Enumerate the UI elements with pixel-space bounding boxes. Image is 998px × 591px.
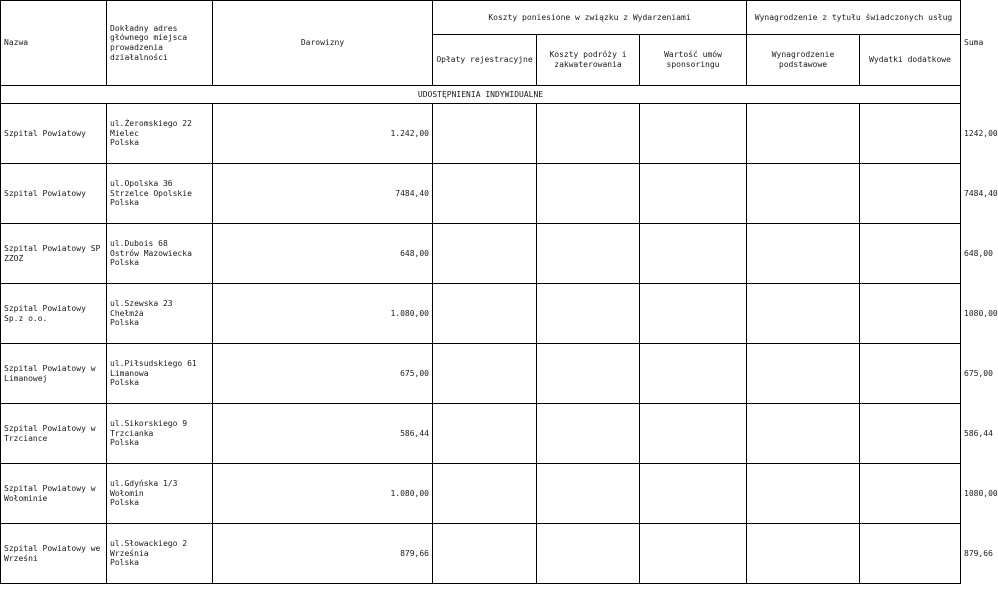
table-row: Szpital Powiatowy ul.Opolska 36 Strzelce Opolskie Polska 7484,40 7484,40 bbox=[1, 164, 961, 224]
cell-oplaty bbox=[433, 224, 537, 284]
cell-podrozy bbox=[537, 404, 640, 464]
header-wynagrodzenie-group: Wynagrodzenie z tytułu świadczonych usług bbox=[747, 1, 961, 35]
cell-darowizny: 675,00 bbox=[213, 344, 433, 404]
cell-nazwa: Szpital Powiatowy SP ZZOZ bbox=[1, 224, 107, 284]
cell-sponsoring bbox=[640, 224, 747, 284]
cell-sponsoring bbox=[640, 464, 747, 524]
cell-oplaty bbox=[433, 404, 537, 464]
cell-darowizny: 1.080,00 bbox=[213, 464, 433, 524]
address-street: ul.Sikorskiego 9 bbox=[110, 419, 188, 429]
cell-podrozy bbox=[537, 464, 640, 524]
cell-oplaty bbox=[433, 344, 537, 404]
cell-darowizny: 7484,40 bbox=[213, 164, 433, 224]
cell-adres bbox=[107, 284, 213, 344]
cell-adres bbox=[107, 524, 213, 584]
cell-nazwa: Szpital Powiatowy w Wołominie bbox=[1, 464, 107, 524]
cell-wydatki bbox=[860, 104, 961, 164]
address-city: Strzelce Opolskie bbox=[110, 188, 192, 198]
cell-sponsoring bbox=[640, 104, 747, 164]
cell-nazwa: Szpital Powiatowy w Trzciance bbox=[1, 404, 107, 464]
address-city: Września bbox=[110, 548, 149, 558]
header-oplaty: Opłaty rejestracyjne bbox=[433, 35, 537, 86]
table-row: Szpital Powiatowy w Limanowej ul.Piłsudskiego 61 Limanowa Polska 675,00 675,00 bbox=[1, 344, 961, 404]
cell-wydatki bbox=[860, 164, 961, 224]
table-row: Szpital Powiatowy ul.Żeromskiego 22 Mielec Polska 1.242,00 1242,00 bbox=[1, 104, 961, 164]
cell-oplaty bbox=[433, 164, 537, 224]
cell-adres bbox=[107, 404, 213, 464]
address-city: Chełmża bbox=[110, 308, 144, 318]
cell-wyn-podstawowe bbox=[747, 404, 860, 464]
table-row: Szpital Powiatowy Sp.z o.o. ul.Szewska 23 Chełmża Polska 1.080,00 1080,00 bbox=[1, 284, 961, 344]
cell-wyn-podstawowe bbox=[747, 464, 860, 524]
address-country: Polska bbox=[110, 258, 139, 268]
cell-sponsoring bbox=[640, 164, 747, 224]
header-adres: Dokładny adres głównego miejsca prowadzenia działalności bbox=[107, 1, 213, 86]
address-city: Trzcianka bbox=[110, 428, 154, 438]
cell-podrozy bbox=[537, 164, 640, 224]
address-street: ul.Słowackiego 2 bbox=[110, 539, 188, 549]
address-country: Polska bbox=[110, 198, 139, 208]
header-podrozy: Koszty podróży i zakwaterowania bbox=[537, 35, 640, 86]
cell-sponsoring bbox=[640, 524, 747, 584]
cell-wydatki bbox=[860, 344, 961, 404]
cell-oplaty bbox=[433, 524, 537, 584]
address-city: Limanowa bbox=[110, 368, 149, 378]
cell-adres bbox=[107, 224, 213, 284]
cell-darowizny: 1.080,00 bbox=[213, 284, 433, 344]
header-nazwa: Nazwa bbox=[1, 1, 107, 86]
cell-wydatki bbox=[860, 464, 961, 524]
cell-sponsoring bbox=[640, 404, 747, 464]
cell-wydatki bbox=[860, 284, 961, 344]
cell-sponsoring bbox=[640, 284, 747, 344]
cell-podrozy bbox=[537, 104, 640, 164]
address-street: ul.Dubois 68 bbox=[110, 239, 168, 249]
address-country: Polska bbox=[110, 378, 139, 388]
section-label: UDOSTĘPNIENIA INDYWIDUALNE bbox=[1, 86, 961, 104]
address-country: Polska bbox=[110, 138, 139, 148]
cell-adres bbox=[107, 464, 213, 524]
address-country: Polska bbox=[110, 318, 139, 328]
cell-wydatki bbox=[860, 404, 961, 464]
cell-darowizny: 879,66 bbox=[213, 524, 433, 584]
address-street: ul.Piłsudskiego 61 bbox=[110, 359, 197, 369]
header-darowizny: Darowizny bbox=[213, 1, 433, 86]
address-street: ul.Gdyńska 1/3 bbox=[110, 479, 178, 489]
cell-nazwa: Szpital Powiatowy w Limanowej bbox=[1, 344, 107, 404]
cell-wyn-podstawowe bbox=[747, 164, 860, 224]
cell-oplaty bbox=[433, 284, 537, 344]
section-row bbox=[1, 86, 961, 104]
header-wydatki: Wydatki dodatkowe bbox=[860, 35, 961, 86]
cell-darowizny: 1.242,00 bbox=[213, 104, 433, 164]
cell-darowizny: 648,00 bbox=[213, 224, 433, 284]
table-row: Szpital Powiatowy SP ZZOZ ul.Dubois 68 Ostrów Mazowiecka Polska 648,00 648,00 bbox=[1, 224, 961, 284]
table-row: Szpital Powiatowy w Wołominie ul.Gdyńska 1/3 Wołomin Polska 1.080,00 1080,00 bbox=[1, 464, 961, 524]
cell-wyn-podstawowe bbox=[747, 524, 860, 584]
cell-wydatki bbox=[860, 224, 961, 284]
header-wyn-podstawowe: Wynagrodzenie podstawowe bbox=[747, 35, 860, 86]
cell-adres bbox=[107, 164, 213, 224]
address-country: Polska bbox=[110, 498, 139, 508]
cell-podrozy bbox=[537, 224, 640, 284]
address-country: Polska bbox=[110, 438, 139, 448]
table-row: Szpital Powiatowy we Wrześni ul.Słowackiego 2 Września Polska 879,66 879,66 bbox=[1, 524, 961, 584]
cell-nazwa: Szpital Powiatowy bbox=[1, 164, 107, 224]
cell-darowizny: 586,44 bbox=[213, 404, 433, 464]
cell-wyn-podstawowe bbox=[747, 344, 860, 404]
cell-oplaty bbox=[433, 464, 537, 524]
header-sponsoring: Wartość umów sponsoringu bbox=[640, 35, 747, 86]
address-city: Wołomin bbox=[110, 488, 144, 498]
header-row-top: Nazwa Dokładny adres głównego miejsca prowadzenia działalności Darowizny Koszty poniesione w związku z Wydarzeniami Wynagrodzenie z tytułu świadczonych usług Suma bbox=[1, 1, 961, 35]
cell-nazwa: Szpital Powiatowy Sp.z o.o. bbox=[1, 284, 107, 344]
cell-nazwa: Szpital Powiatowy we Wrześni bbox=[1, 524, 107, 584]
cell-oplaty bbox=[433, 104, 537, 164]
cell-podrozy bbox=[537, 344, 640, 404]
address-country: Polska bbox=[110, 558, 139, 568]
cell-nazwa: Szpital Powiatowy bbox=[1, 104, 107, 164]
cell-podrozy bbox=[537, 284, 640, 344]
address-street: ul.Szewska 23 bbox=[110, 299, 173, 309]
address-street: ul.Opolska 36 bbox=[110, 179, 173, 189]
cell-adres bbox=[107, 104, 213, 164]
address-city: Mielec bbox=[110, 128, 139, 138]
address-street: ul.Żeromskiego 22 bbox=[110, 119, 192, 129]
cell-adres bbox=[107, 344, 213, 404]
cell-wyn-podstawowe bbox=[747, 224, 860, 284]
table-row: Szpital Powiatowy w Trzciance ul.Sikorskiego 9 Trzcianka Polska 586,44 586,44 bbox=[1, 404, 961, 464]
cell-sponsoring bbox=[640, 344, 747, 404]
address-city: Ostrów Mazowiecka bbox=[110, 248, 192, 258]
cell-wyn-podstawowe bbox=[747, 284, 860, 344]
cell-podrozy bbox=[537, 524, 640, 584]
header-koszty-group: Koszty poniesione w związku z Wydarzeniami bbox=[433, 1, 747, 35]
cell-wyn-podstawowe bbox=[747, 104, 860, 164]
cell-wydatki bbox=[860, 524, 961, 584]
